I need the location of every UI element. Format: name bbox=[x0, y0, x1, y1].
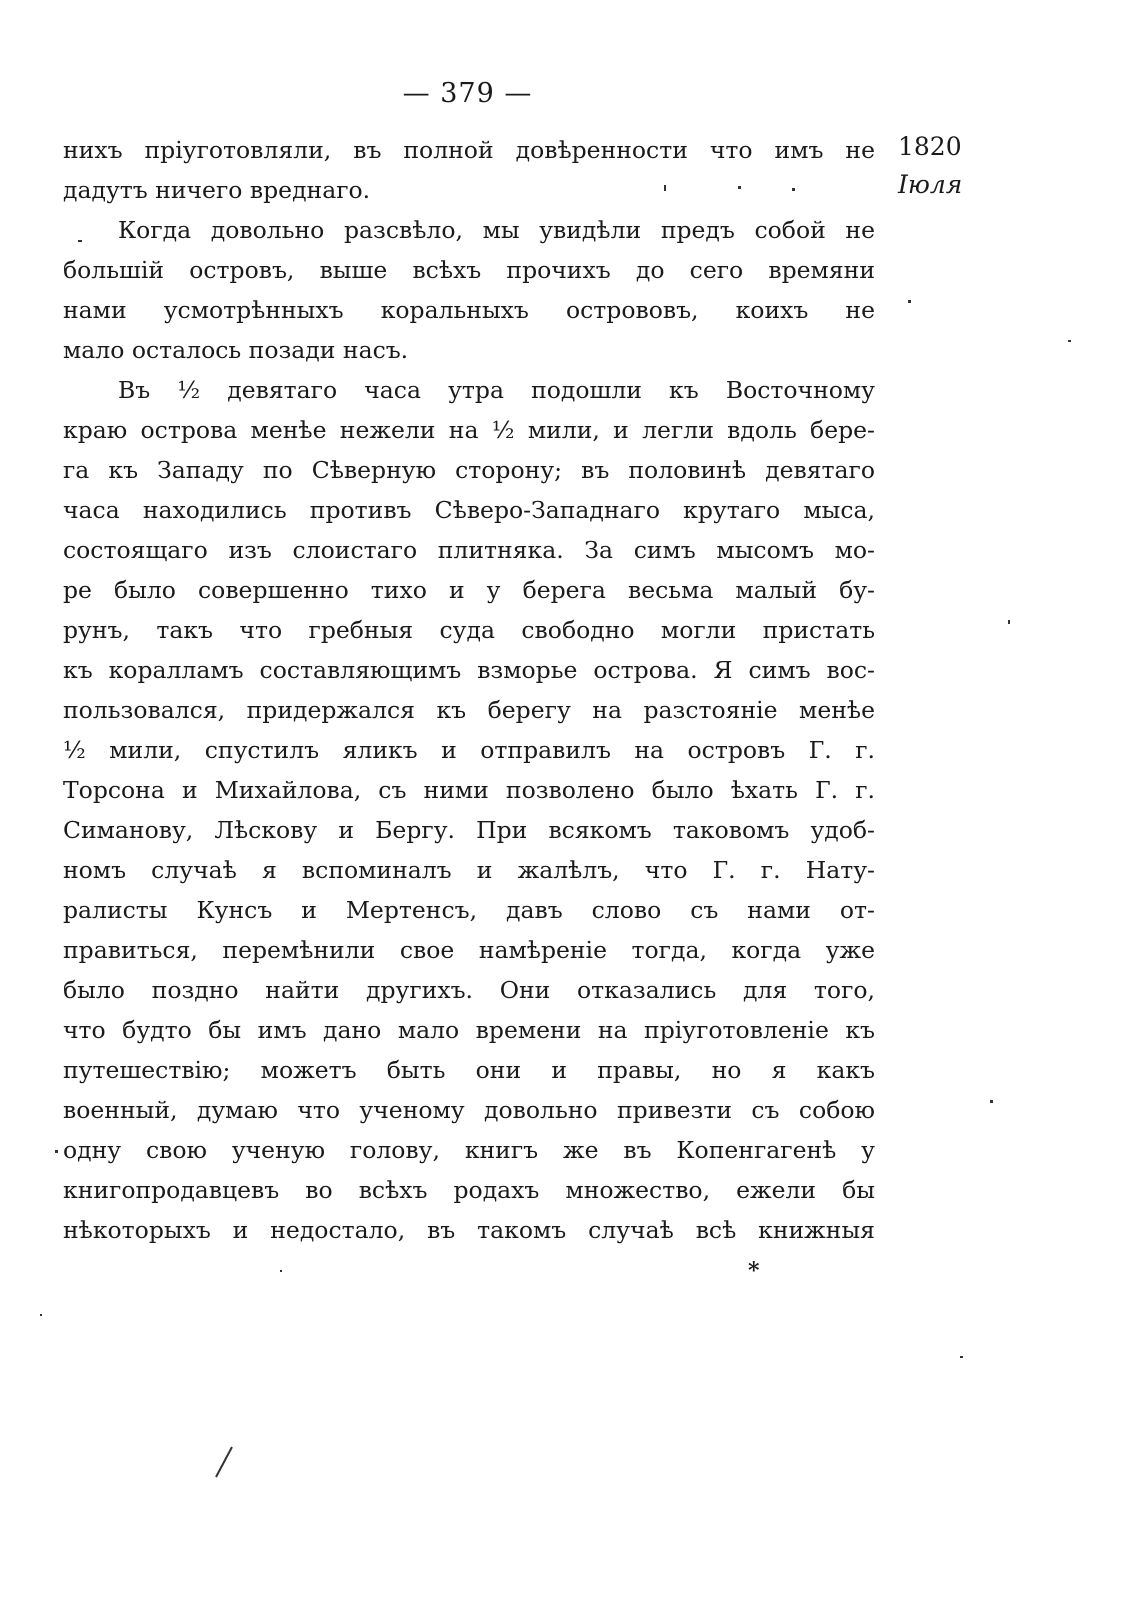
text-line: номъ случаѣ я вспоминалъ и жалѣлъ, что Г. г. Нату- bbox=[63, 856, 875, 884]
text-line: нѣкоторыхъ и недостало, въ такомъ случаѣ всѣ книжныя bbox=[63, 1216, 875, 1244]
text-line: путешествію; можетъ быть они и правы, но я какъ bbox=[63, 1056, 875, 1084]
scan-speck bbox=[280, 1270, 282, 1272]
scan-speck bbox=[1008, 620, 1010, 624]
text-line: ре было совершенно тихо и у берега весьма малый бу- bbox=[63, 576, 875, 604]
text-line: рунъ, такъ что гребныя суда свободно могли пристать bbox=[63, 616, 875, 644]
text-line: нихъ пріуготовляли, въ полной довѣренности что имъ не bbox=[63, 136, 875, 164]
page-number: — 379 — bbox=[402, 78, 533, 109]
text-line: Когда довольно разсвѣло, мы увидѣли предъ собой не bbox=[118, 216, 875, 244]
text-line: га къ Западу по Сѣверную сторону; въ половинѣ девятаго bbox=[63, 456, 875, 484]
text-line: къ коралламъ составляющимъ взморье острова. Я симъ вос- bbox=[63, 656, 875, 684]
text-line: ралисты Кунсъ и Мертенсъ, давъ слово съ нами от- bbox=[63, 896, 875, 924]
body-text bbox=[63, 130, 875, 1250]
margin-note-year: 1820 bbox=[898, 132, 962, 161]
text-line: нами усмотрѣнныхъ коральныхъ острововъ, коихъ не bbox=[63, 296, 875, 324]
scan-speck bbox=[908, 300, 911, 303]
text-line: мало осталось позади насъ. bbox=[63, 336, 409, 364]
text-line: Торсона и Михайлова, съ ними позволено было ѣхать Г. г. bbox=[63, 776, 875, 804]
scan-speck bbox=[40, 1314, 42, 1316]
footer-asterisk: * bbox=[748, 1258, 760, 1284]
ink-stroke bbox=[215, 1447, 233, 1478]
text-line: Симанову, Лѣскову и Бергу. При всякомъ таковомъ удоб- bbox=[63, 816, 875, 844]
text-line: большій островъ, выше всѣхъ прочихъ до сего времяни bbox=[63, 256, 875, 284]
text-line: что будто бы имъ дано мало времени на пріуготовленіе къ bbox=[63, 1016, 875, 1044]
text-line: часа находились противъ Сѣверо-Западнаго крутаго мыса, bbox=[63, 496, 875, 524]
text-line: пользовался, придержался къ берегу на разстояніе менѣе bbox=[63, 696, 875, 724]
text-line: дадутъ ничего вреднаго. bbox=[63, 176, 371, 204]
text-line: ½ мили, спустилъ яликъ и отправилъ на островъ Г. г. bbox=[63, 736, 875, 764]
scan-speck bbox=[1068, 340, 1071, 342]
scan-speck bbox=[990, 1100, 993, 1103]
scan-speck bbox=[960, 1356, 963, 1358]
scan-speck bbox=[664, 185, 666, 191]
margin-note-month: Iюля bbox=[898, 170, 963, 199]
text-line: состоящаго изъ слоистаго плитняка. За симъ мысомъ мо- bbox=[63, 536, 875, 564]
scan-speck bbox=[792, 188, 795, 191]
scan-speck bbox=[55, 1150, 58, 1153]
scan-speck bbox=[738, 186, 741, 189]
text-line: одну свою ученую голову, книгъ же въ Копенгагенѣ у bbox=[63, 1136, 875, 1164]
text-line: Въ ½ девятаго часа утра подошли къ Восточному bbox=[118, 376, 875, 404]
text-line: краю острова менѣе нежели на ½ мили, и легли вдоль бере- bbox=[63, 416, 875, 444]
text-line: военный, думаю что ученому довольно привезти съ собою bbox=[63, 1096, 875, 1124]
text-line: было поздно найти другихъ. Они отказались для того, bbox=[63, 976, 875, 1004]
text-line: книгопродавцевъ во всѣхъ родахъ множество, ежели бы bbox=[63, 1176, 875, 1204]
scan-speck bbox=[78, 240, 82, 242]
text-line: правиться, перемѣнили свое намѣреніе тогда, когда уже bbox=[63, 936, 875, 964]
